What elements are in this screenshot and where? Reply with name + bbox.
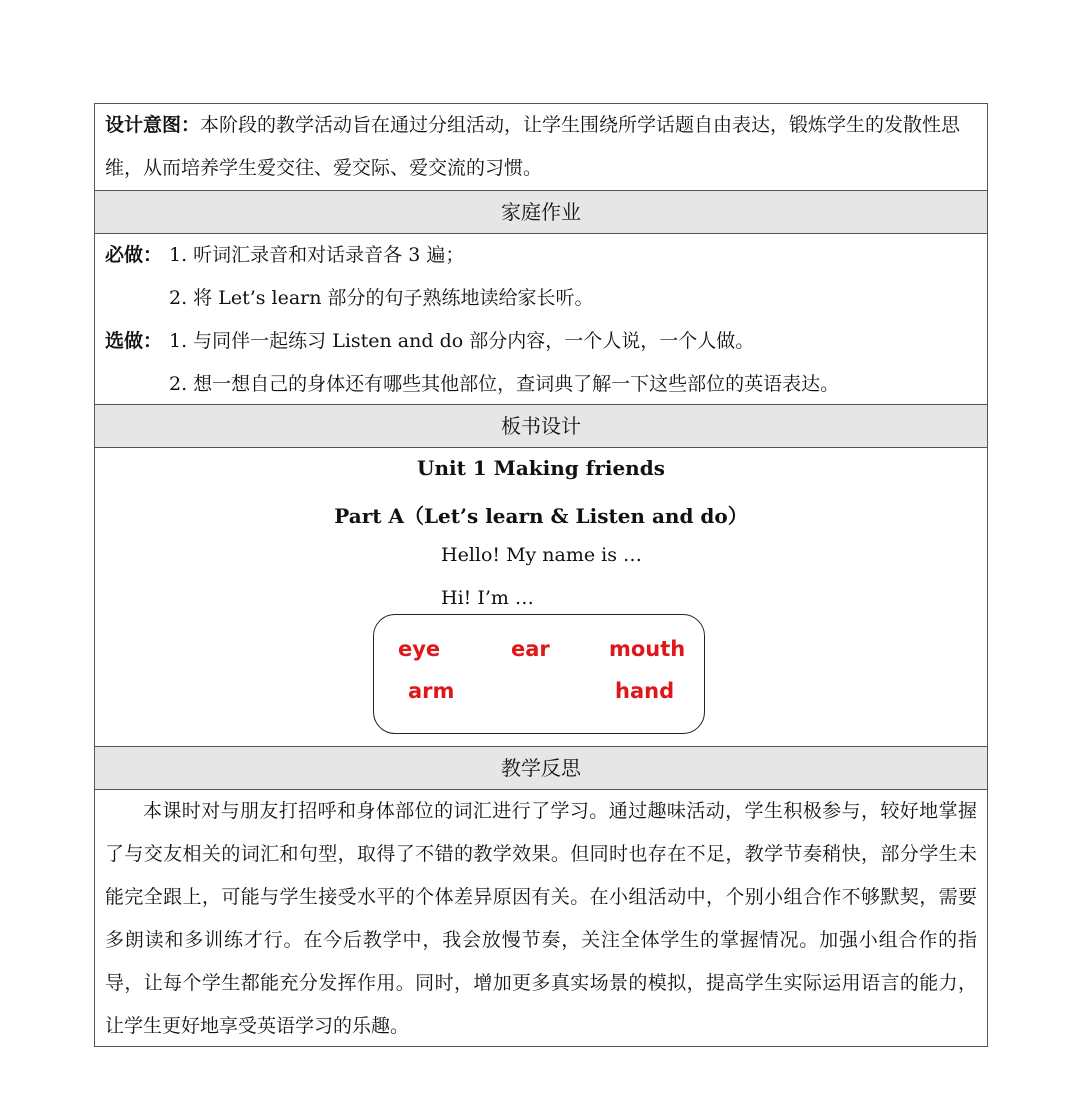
homework-optional-line-2 xyxy=(105,363,977,406)
vocab-word-ear: ear xyxy=(511,637,550,661)
board-sentence-2: Hi! I’m … xyxy=(441,587,534,609)
reflection-section xyxy=(95,790,987,1046)
vocab-word-mouth: mouth xyxy=(609,637,686,661)
homework-required-line-1 xyxy=(105,234,977,277)
design-intent-section xyxy=(95,104,987,191)
design-intent-text: 本阶段的教学活动旨在通过分组活动，让学生围绕所学话题自由表达，锻炼学生的发散性思维，从而培养学生爱交往、爱交际、爱交流的习惯。 xyxy=(105,114,961,179)
reflection-paragraph: 本课时对与朋友打招呼和身体部位的词汇进行了学习。通过趣味活动，学生积极参与，较好地掌握了与交友相关的词汇和句型，取得了不错的教学效果。但同时也存在不足，教学节奏稍快，部分学生未能完全跟上，可能与学生接受水平的个体差异原因有关。在小组活动中，个别小组合作不够默契，需要多朗读和多训练才行。在今后教学中，我会放慢节奏，关注全体学生的掌握情况。加强小组合作的指导，让每个学生都能充分发挥作用。同时，增加更多真实场景的模拟，提高学生实际运用语言的能力，让学生更好地享受英语学习的乐趣。 xyxy=(105,800,977,1037)
homework-header: 家庭作业 xyxy=(95,191,987,234)
reflection-header: 教学反思 xyxy=(95,747,987,790)
vocabulary-box xyxy=(373,614,705,734)
optional-item-2: 2. 想一想自己的身体还有哪些其他部位，查词典了解一下这些部位的英语表达。 xyxy=(169,373,840,395)
vocab-word-eye: eye xyxy=(398,637,441,661)
homework-required-line-2 xyxy=(105,277,977,320)
board-design-section xyxy=(95,448,987,747)
required-label: 必做： xyxy=(105,244,163,266)
optional-label: 选做： xyxy=(105,330,163,352)
homework-optional-line-1 xyxy=(105,320,977,363)
required-item-2: 2. 将 Let’s learn 部分的句子熟练地读给家长听。 xyxy=(169,287,594,309)
board-sentence-1: Hello! My name is … xyxy=(441,544,643,566)
board-design-header: 板书设计 xyxy=(95,405,987,448)
vocab-word-hand: hand xyxy=(615,679,675,703)
lesson-plan-table xyxy=(94,103,988,1047)
design-intent-paragraph xyxy=(95,104,987,190)
board-part-title: Part A（Let’s learn & Listen and do） xyxy=(334,504,748,528)
design-intent-label: 设计意图： xyxy=(105,114,201,136)
required-item-1: 1. 听词汇录音和对话录音各 3 遍； xyxy=(169,244,465,266)
board-unit-title: Unit 1 Making friends xyxy=(417,456,665,480)
vocab-word-arm: arm xyxy=(408,679,455,703)
homework-section xyxy=(95,234,987,405)
optional-item-1: 1. 与同伴一起练习 Listen and do 部分内容，一个人说，一个人做。 xyxy=(169,330,755,352)
